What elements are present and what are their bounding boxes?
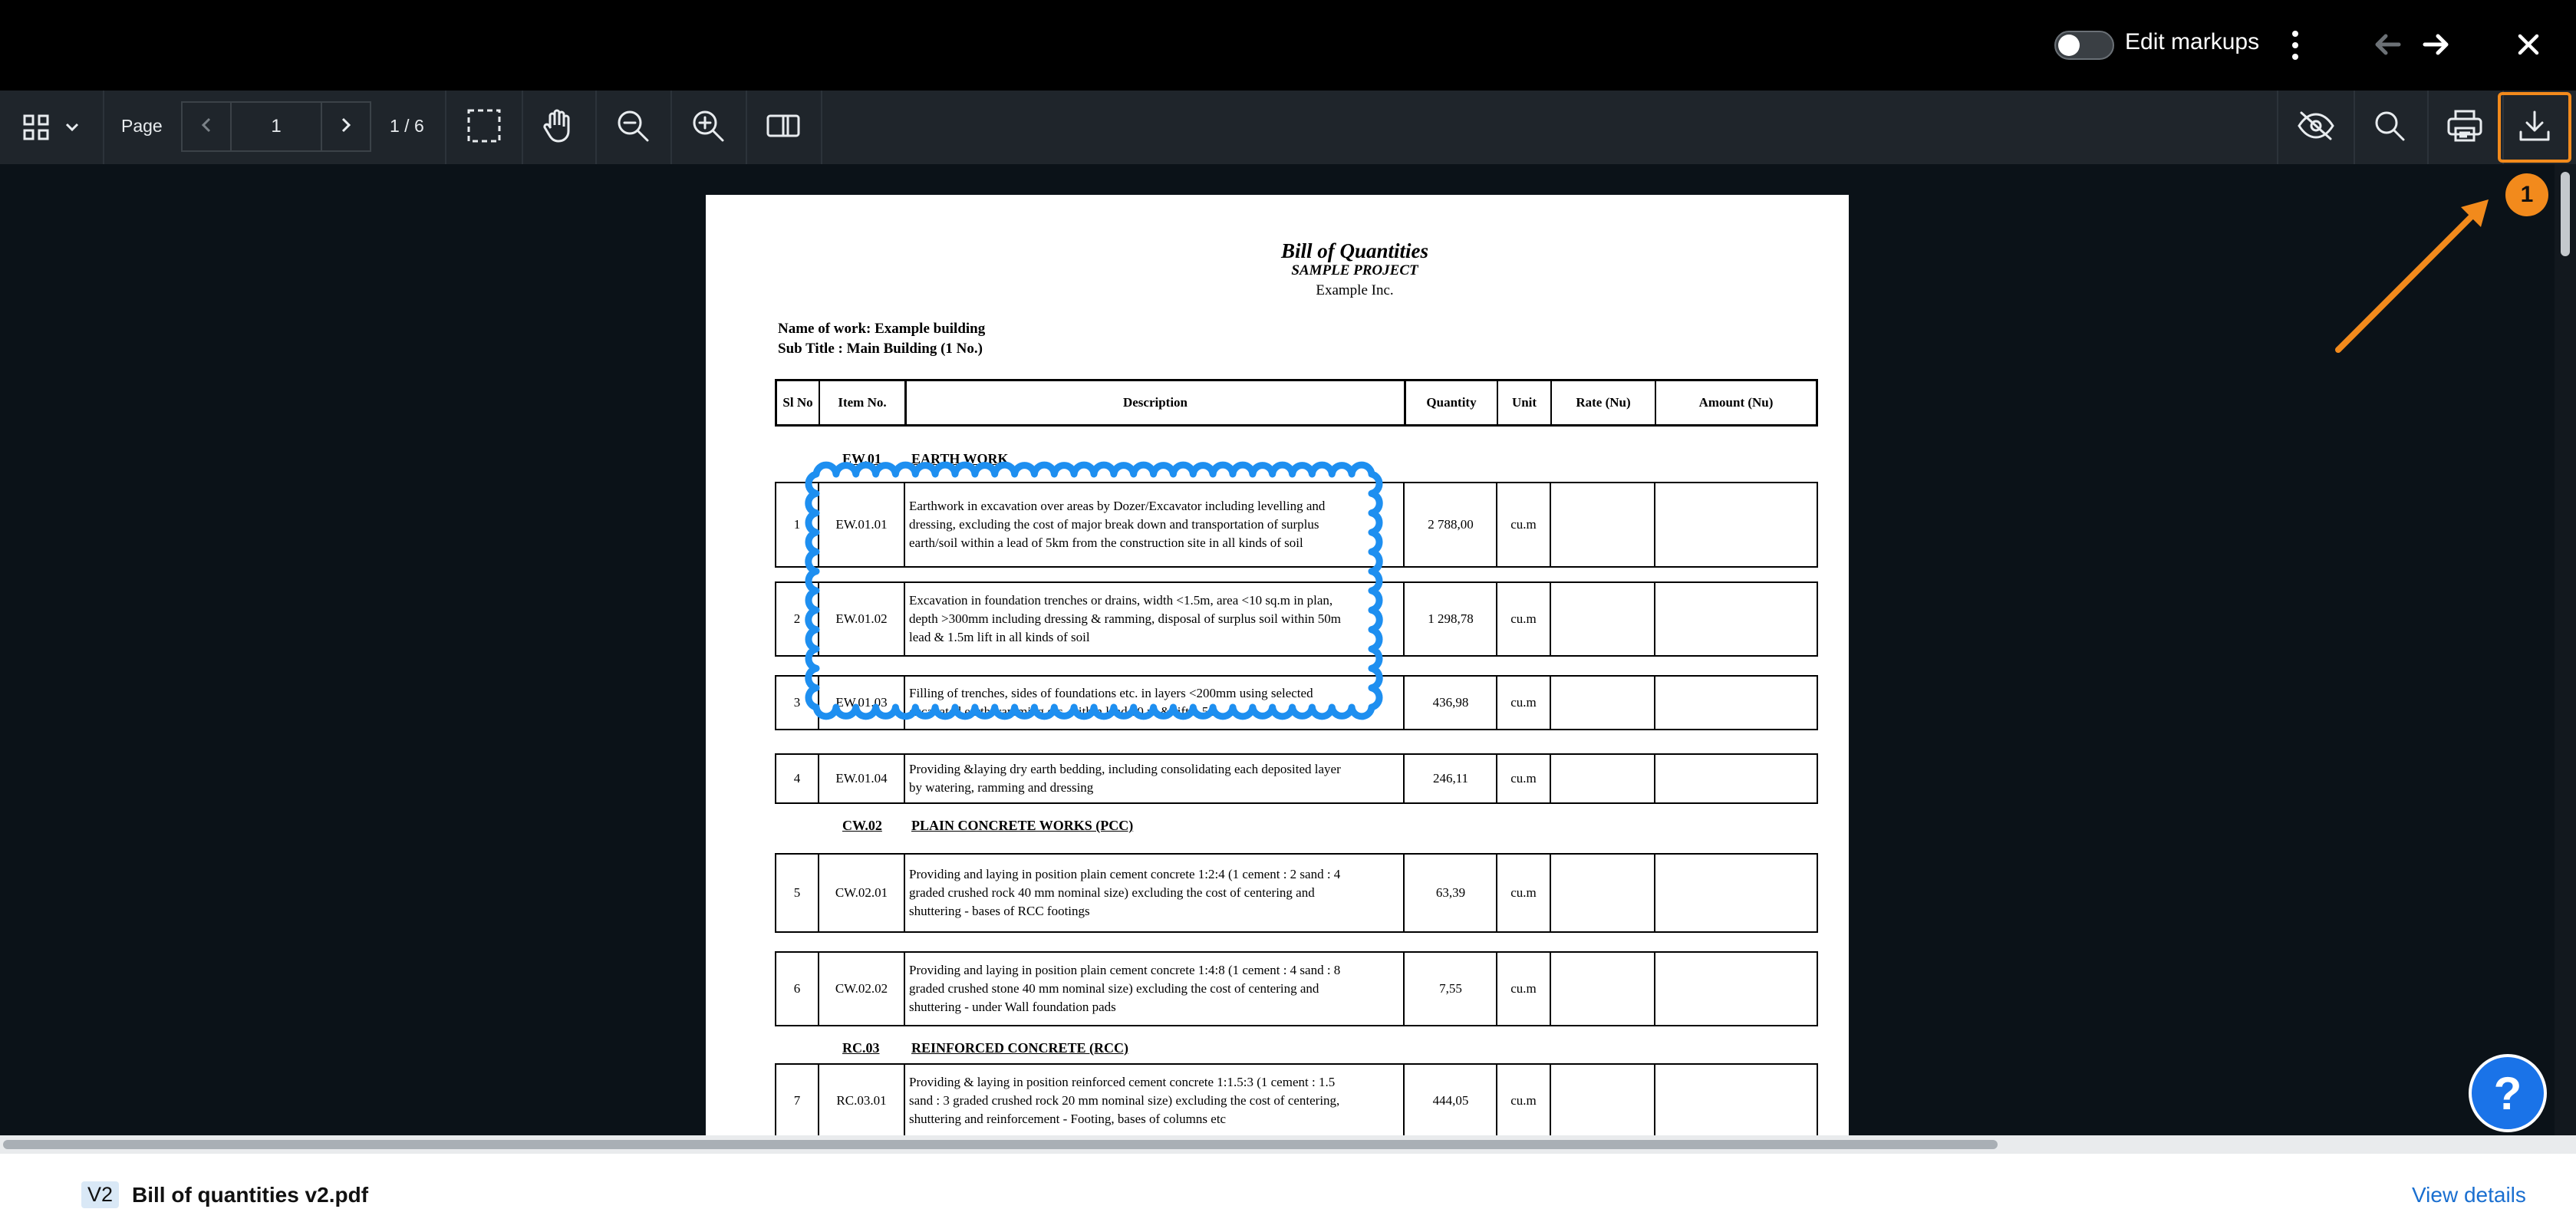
row-quantity: 444,05	[1432, 1093, 1469, 1108]
row-rate	[1551, 953, 1654, 1025]
page-label: Page	[121, 116, 163, 136]
file-name: Bill of quantities v2.pdf	[132, 1183, 369, 1207]
help-icon: ?	[2493, 1067, 2522, 1119]
section-name: REINFORCED CONCRETE (RCC)	[911, 1040, 1129, 1056]
table-row	[775, 1063, 1818, 1135]
printer-icon	[2446, 109, 2483, 147]
row-rate	[1551, 755, 1654, 802]
split-view-icon	[766, 113, 800, 143]
more-options-icon[interactable]	[2286, 28, 2304, 63]
next-page-button[interactable]	[321, 101, 371, 152]
search-icon	[2373, 110, 2406, 146]
thumbnails-menu-button[interactable]	[0, 91, 104, 164]
row-item-no: EW.01.01	[835, 517, 888, 532]
description-line: excavated earth, ramming etc. within lead 50 m & lift 1.5m	[909, 704, 1219, 719]
row-amount	[1655, 755, 1815, 802]
row-amount	[1655, 855, 1815, 931]
name-of-work: Name of work: Example building	[778, 321, 986, 337]
pan-tool-button[interactable]	[520, 91, 597, 164]
row-rate	[1551, 1065, 1654, 1135]
top-bar	[0, 0, 2576, 91]
vertical-scroll-thumb[interactable]	[2561, 172, 2570, 256]
page-number-value: 1	[271, 116, 282, 137]
description-line: Filling of trenches, sides of foundations etc. in layers <200mm using selected	[909, 686, 1313, 700]
row-description	[906, 953, 1403, 1025]
page-total: 1 / 6	[390, 116, 424, 136]
previous-page-button[interactable]	[181, 101, 232, 152]
col-description: Description	[1122, 395, 1188, 410]
file-footer	[0, 1154, 2576, 1232]
row-unit: cu.m	[1510, 695, 1537, 710]
description-line: shuttering and reinforcement - Footing, bases of columns etc	[909, 1112, 1227, 1126]
row-amount	[1655, 583, 1815, 655]
toggle-knob	[2058, 35, 2080, 56]
vertical-scrollbar[interactable]	[2555, 164, 2576, 1135]
description-line: shuttering - bases of RCC footings	[909, 904, 1090, 918]
row-unit: cu.m	[1510, 771, 1537, 786]
grid-icon	[23, 114, 49, 140]
row-description	[906, 855, 1403, 931]
search-button[interactable]	[2352, 91, 2429, 164]
row-sl-no: 3	[793, 695, 801, 710]
doc-project: SAMPLE PROJECT	[1291, 262, 1418, 278]
compare-view-button[interactable]	[746, 91, 822, 164]
row-item-no: EW.01.02	[835, 611, 888, 626]
description-line: Earthwork in excavation over areas by Dozer/Excavator including levelling and	[909, 499, 1326, 513]
description-line: shuttering - under Wall foundation pads	[909, 1000, 1116, 1014]
col-unit: Unit	[1511, 395, 1537, 410]
cloud-markup[interactable]	[810, 468, 1378, 713]
eye-off-icon	[2297, 110, 2335, 145]
chevron-right-icon	[341, 117, 351, 137]
row-amount	[1655, 483, 1815, 566]
row-sl-no: 4	[793, 771, 801, 786]
description-line: Excavation in foundation trenches or drains, width <1.5m, area <10 sq.m in plan,	[909, 593, 1333, 608]
row-rate	[1551, 483, 1654, 566]
row-quantity: 63,39	[1435, 885, 1466, 900]
description-line: depth >300mm including dressing & ramming, disposal of surplus soil within 50m	[909, 611, 1342, 626]
row-rate	[1551, 583, 1654, 655]
row-quantity: 2 788,00	[1428, 517, 1474, 532]
zoom-in-icon	[691, 109, 725, 147]
row-sl-no: 6	[793, 981, 801, 996]
download-button[interactable]	[2498, 92, 2571, 163]
row-quantity: 246,11	[1432, 771, 1469, 786]
horizontal-scroll-thumb[interactable]	[3, 1140, 1998, 1149]
chevron-down-icon	[64, 122, 80, 133]
col-rate: Rate (Nu)	[1576, 395, 1631, 410]
row-rate	[1551, 855, 1654, 931]
description-line: Providing & laying in position reinforced cement concrete 1:1.5:3 (1 cement : 1.5	[909, 1075, 1336, 1089]
row-amount	[1655, 677, 1815, 729]
description-line: sand : 3 graded crushed rock 20 mm nominal size) excluding the cost of centering,	[909, 1093, 1340, 1108]
doc-company: Example Inc.	[1316, 282, 1394, 298]
chevron-left-icon	[201, 117, 212, 137]
description-line: Providing &laying dry earth bedding, including consolidating each deposited layer	[909, 762, 1341, 776]
description-line: Providing and laying in position plain cement concrete 1:2:4 (1 cement : 2 sand : 4	[909, 867, 1341, 881]
sub-title: Sub Title : Main Building (1 No.)	[778, 341, 983, 357]
help-button[interactable]	[2469, 1054, 2547, 1132]
row-unit: cu.m	[1510, 517, 1537, 532]
document-viewer[interactable]	[0, 164, 2576, 1135]
row-unit: cu.m	[1510, 885, 1537, 900]
previous-file-arrow-icon[interactable]	[2373, 31, 2401, 58]
col-sl-no: Sl No	[782, 395, 813, 410]
row-rate	[1551, 677, 1654, 729]
edit-markups-label: Edit markups	[2125, 29, 2260, 54]
row-quantity: 7,55	[1439, 981, 1462, 996]
col-item-no: Item No.	[838, 395, 887, 410]
select-area-button[interactable]	[445, 91, 523, 164]
row-item-no: EW.01.03	[835, 695, 888, 710]
version-badge: V2	[81, 1181, 119, 1208]
page-number-input[interactable]	[232, 101, 321, 152]
row-unit: cu.m	[1510, 981, 1537, 996]
table-row	[775, 753, 1818, 804]
description-line: earth/soil within a lead of 5km from the construction site in all kinds of soil	[909, 535, 1303, 550]
step-badge	[2505, 173, 2548, 216]
hide-markups-button[interactable]	[2277, 91, 2355, 164]
row-quantity: 436,98	[1432, 695, 1469, 710]
row-amount	[1655, 1065, 1815, 1135]
zoom-in-button[interactable]	[670, 91, 747, 164]
table-row	[775, 951, 1818, 1026]
section-name: EARTH WORK	[911, 451, 1009, 466]
col-quantity: Quantity	[1426, 395, 1477, 410]
viewer-toolbar	[0, 91, 2576, 166]
row-sl-no: 7	[793, 1093, 801, 1108]
row-description	[906, 755, 1403, 802]
description-line: graded crushed rock 40 mm nominal size) excluding the cost of centering and	[909, 885, 1315, 900]
row-description	[906, 1065, 1403, 1135]
hand-icon	[542, 108, 573, 147]
row-sl-no: 2	[793, 611, 801, 626]
print-button[interactable]	[2427, 91, 2504, 164]
row-item-no: CW.02.01	[835, 885, 888, 900]
section-name: PLAIN CONCRETE WORKS (PCC)	[911, 818, 1134, 833]
row-unit: cu.m	[1510, 611, 1537, 626]
edit-markups-toggle[interactable]	[2054, 31, 2114, 60]
section-code: RC.03	[842, 1040, 880, 1056]
description-line: by watering, ramming and dressing	[909, 780, 1094, 795]
col-amount: Amount (Nu)	[1698, 395, 1774, 410]
close-icon[interactable]	[2516, 32, 2541, 57]
description-line: lead & 1.5m lift in all kinds of soil	[909, 630, 1090, 644]
pdf-page	[706, 195, 1849, 1135]
horizontal-scrollbar[interactable]	[0, 1135, 2576, 1154]
zoom-out-button[interactable]	[595, 91, 672, 164]
row-quantity: 1 298,78	[1428, 611, 1474, 626]
description-line: graded crushed stone 40 mm nominal size) excluding the cost of centering and	[909, 981, 1319, 996]
row-sl-no: 5	[793, 885, 801, 900]
table-header-row	[775, 379, 1818, 427]
section-code: EW.01	[842, 451, 881, 466]
view-details-link[interactable]: View details	[2412, 1183, 2526, 1207]
row-item-no: RC.03.01	[836, 1093, 887, 1108]
description-line: Providing and laying in position plain cement concrete 1:4:8 (1 cement : 4 sand : 8	[909, 963, 1341, 977]
callout-arrow	[2324, 180, 2508, 364]
next-file-arrow-icon[interactable]	[2423, 31, 2450, 58]
download-icon	[2518, 109, 2551, 147]
row-amount	[1655, 953, 1815, 1025]
row-item-no: EW.01.04	[835, 771, 888, 786]
section-code: CW.02	[842, 818, 882, 833]
doc-title: Bill of Quantities	[1280, 239, 1429, 262]
row-item-no: CW.02.02	[835, 981, 888, 996]
row-sl-no: 1	[793, 517, 801, 532]
row-unit: cu.m	[1510, 1093, 1537, 1108]
description-line: dressing, excluding the cost of major break down and transportation of surplus	[909, 517, 1319, 532]
step-badge-number: 1	[2520, 182, 2534, 207]
selection-marquee-icon	[466, 108, 502, 147]
zoom-out-icon	[616, 109, 650, 147]
table-row	[775, 853, 1818, 933]
